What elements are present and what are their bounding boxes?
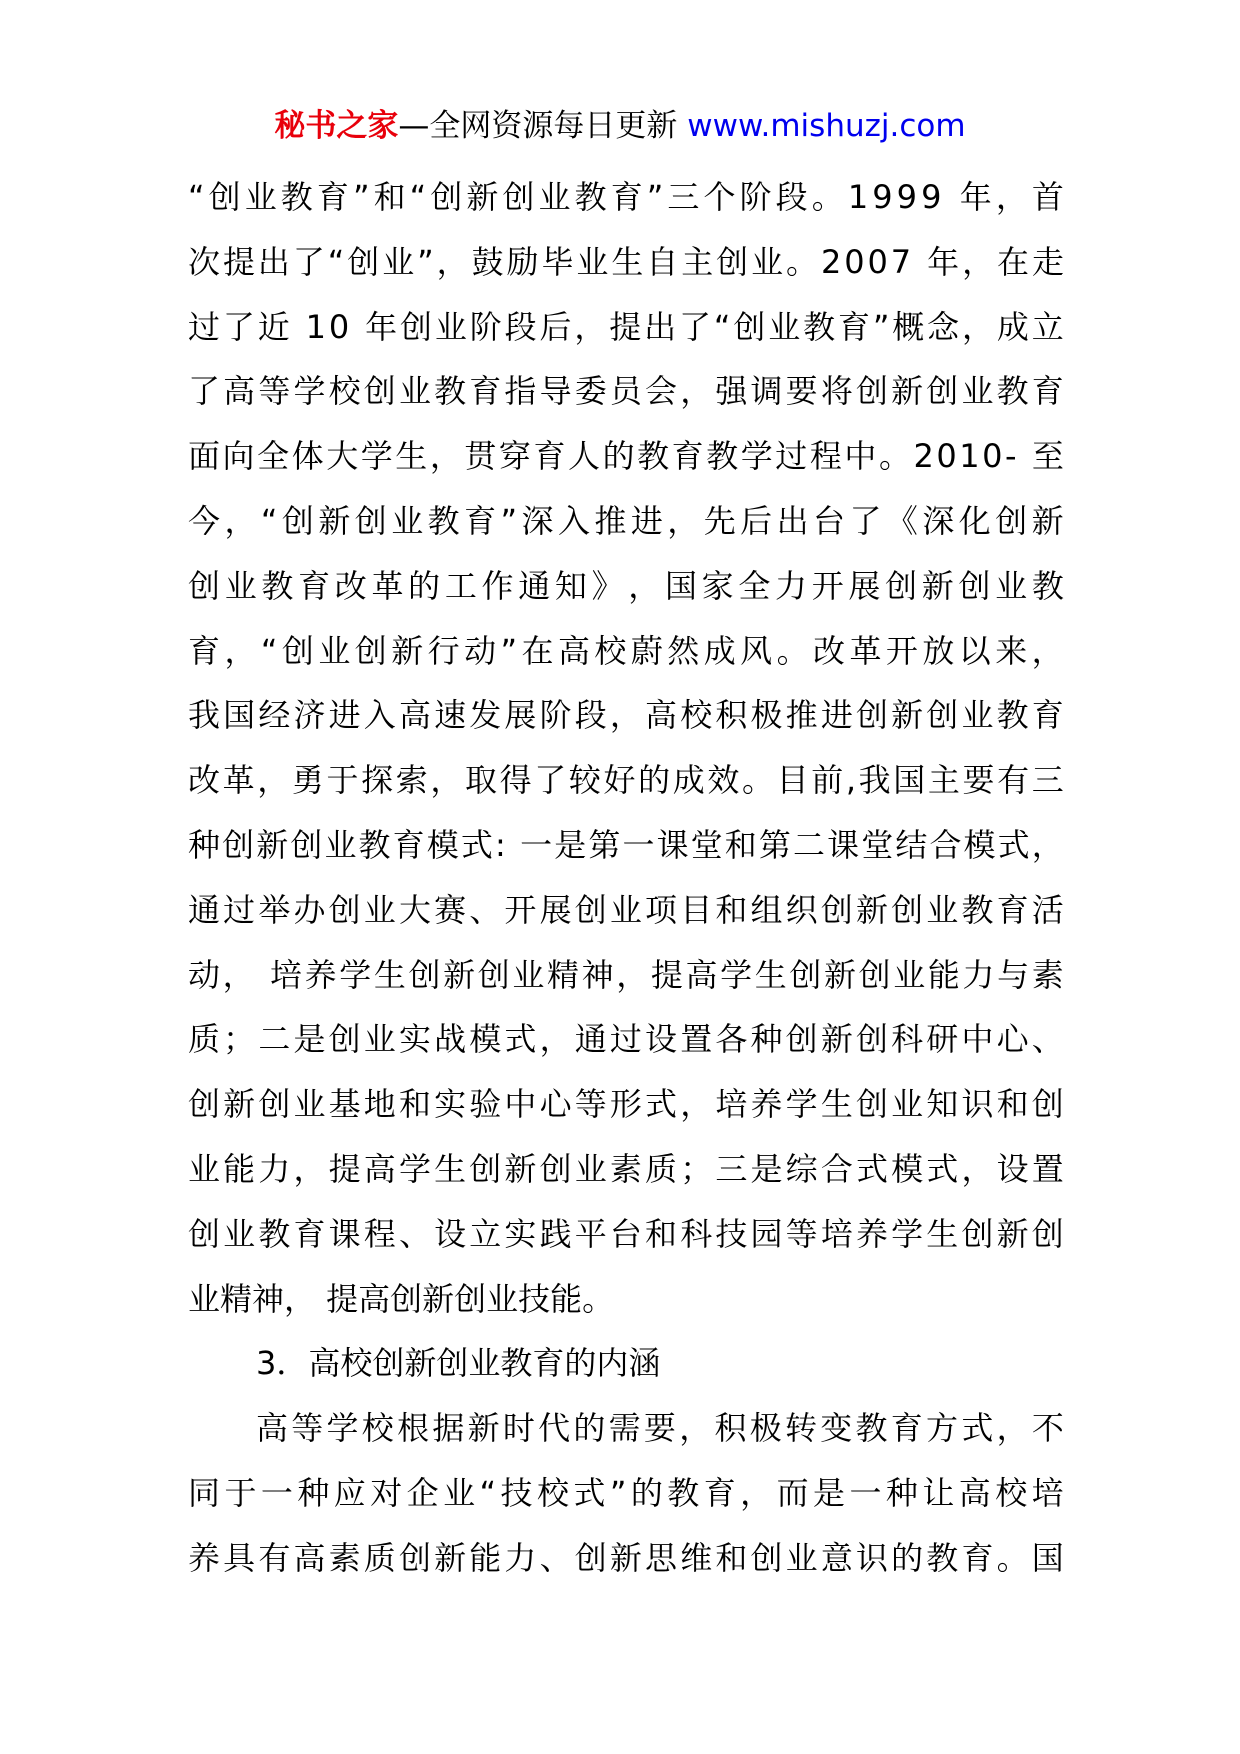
text-line: 面 向 全 体 大 学 生 ， 贯 穿 育 人 的 教 育 教 学 过 程 中 。 2 0 1 0 - 至 [188, 437, 1064, 476]
text-line: 通 过 举 办 创 业 大 赛 、 开 展 创 业 项 目 和 组 织 创 新 创 业 教 育 活 [188, 890, 1064, 929]
brand-name: 秘书之家 [274, 108, 399, 144]
text-line: 创 业 教 育 改 革 的 工 作 通 知 》 ， 国 家 全 力 开 展 创 新 创 业 教 [188, 566, 1064, 605]
text-line: 动 ， 培 养 学 生 创 新 创 业 精 神 ， 提 高 学 生 创 新 创 业 能 力 与 素 [188, 955, 1064, 994]
header-tagline: —全网资源每日更新 [398, 108, 678, 144]
body-text [188, 165, 1064, 1591]
text-line: 质 ； 二 是 创 业 实 战 模 式 ， 通 过 设 置 各 种 创 新 创 科 研 中 心 、 [188, 1020, 1064, 1059]
section-heading: 3．高校创新创业教育的内涵 [256, 1344, 661, 1383]
site-url[interactable]: www.mishuzj.com [687, 108, 966, 144]
text-line: “ 创 业 教 育 ” 和 “ 创 新 创 业 教 育 ” 三 个 阶 段 。 1 9 9 9 年 ， 首 [188, 178, 1064, 216]
text-line: 业精神， 提高创新创业技能。 [188, 1279, 615, 1318]
text-line: 创 新 创 业 基 地 和 实 验 中 心 等 形 式 ， 培 养 学 生 创 业 知 识 和 创 [188, 1085, 1064, 1124]
text-line: 今 ， “ 创 新 创 业 教 育 ” 深 入 推 进 ， 先 后 出 台 了 《 深 化 创 新 [188, 501, 1064, 540]
text-line: 育 ， “ 创 业 创 新 行 动 ” 在 高 校 蔚 然 成 风 。 改 革 开 放 以 来 ， [188, 631, 1064, 670]
text-line: 业 能 力 ， 提 高 学 生 创 新 创 业 素 质 ； 三 是 综 合 式 模 式 ， 设 置 [188, 1149, 1064, 1188]
text-line: 过 了 近 1 0 年 创 业 阶 段 后 ， 提 出 了 “ 创 业 教 育 ” 概 念 ， 成 立 [188, 307, 1064, 346]
text-line: 了 高 等 学 校 创 业 教 育 指 导 委 员 会 ， 强 调 要 将 创 新 创 业 教 育 [188, 372, 1064, 411]
text-line: 次 提 出 了 “ 创 业 ” ， 鼓 励 毕 业 生 自 主 创 业 。 2 0 0 7 年 ， 在 走 [188, 242, 1064, 281]
page-header [0, 104, 1240, 148]
text-line: 种 创 新 创 业 教 育 模 式 : 一 是 第 一 课 堂 和 第 二 课 堂 结 合 模 式 ， [188, 825, 1064, 864]
text-line: 创 业 教 育 课 程 、 设 立 实 践 平 台 和 科 技 园 等 培 养 学 生 创 新 创 [188, 1214, 1064, 1253]
paragraph-line: 同 于 一 种 应 对 企 业 “ 技 校 式 ” 的 教 育 ， 而 是 一 种 让 高 校 培 [188, 1473, 1064, 1512]
paragraph-line: 养 具 有 高 素 质 创 新 能 力 、 创 新 思 维 和 创 业 意 识 的 教 育 。 国 [188, 1538, 1064, 1577]
paragraph-line: 高 等 学 校 根 据 新 时 代 的 需 要 ， 积 极 转 变 教 育 方 式 ， 不 [256, 1409, 1064, 1448]
text-line: 改 革 ， 勇 于 探 索 ， 取 得 了 较 好 的 成 效 。 目 前 , 我 国 主 要 有 三 [188, 761, 1064, 800]
text-line: 我 国 经 济 进 入 高 速 发 展 阶 段 ， 高 校 积 极 推 进 创 新 创 业 教 育 [188, 696, 1064, 735]
